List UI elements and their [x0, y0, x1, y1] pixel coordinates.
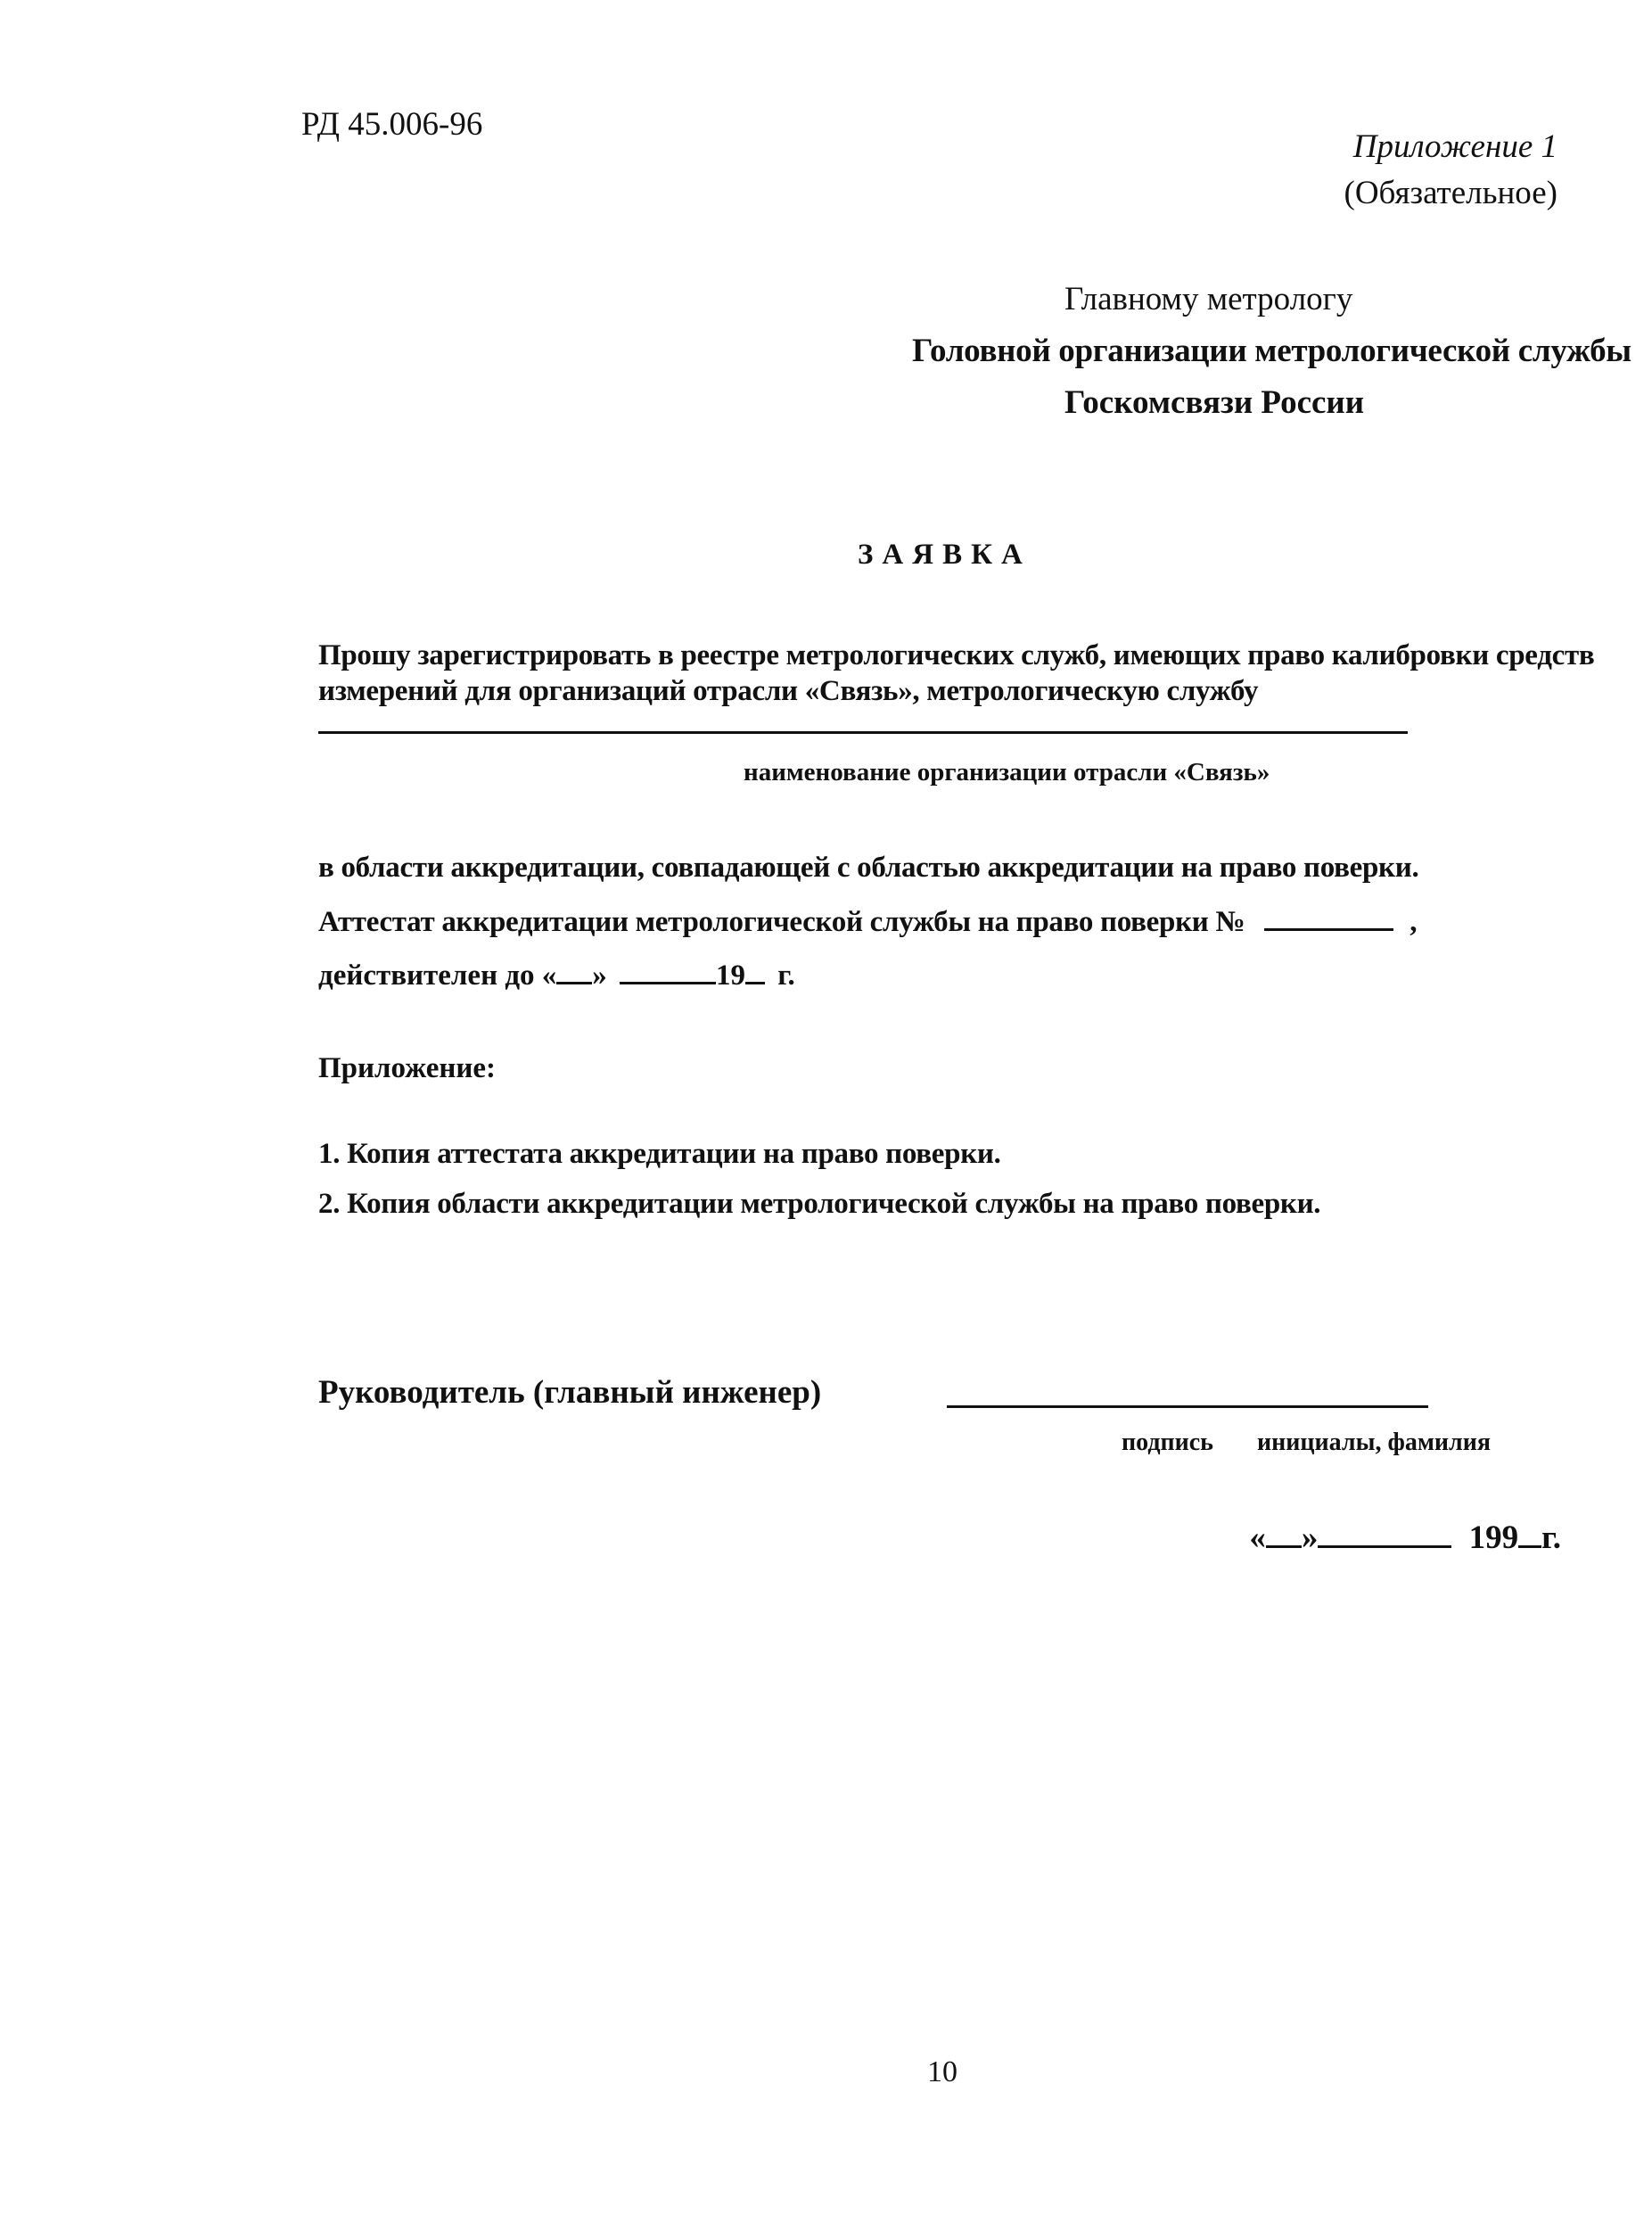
- date-year: 199: [1468, 1519, 1519, 1556]
- page-number: 10: [927, 2055, 958, 2088]
- request-text-line-2: измерений для организаций отрасли «Связь», метрологическую службу: [318, 675, 1259, 707]
- document-title: ЗАЯВКА: [858, 539, 1031, 571]
- date-quote-close: »: [1301, 1519, 1319, 1556]
- date-quote-open: «: [1249, 1519, 1266, 1556]
- document-code: РД 45.006-96: [301, 106, 483, 143]
- date-suffix: г.: [1541, 1519, 1561, 1556]
- addressee-line-1: Главному метрологу: [1064, 281, 1353, 317]
- certificate-number-blank: [1264, 905, 1393, 931]
- attachments-heading: Приложение:: [318, 1052, 497, 1084]
- addressee-line-3: Госкомсвязи России: [1064, 384, 1365, 421]
- validity-year: 19: [716, 959, 746, 992]
- signature-date-line: [1249, 1519, 1561, 1557]
- attachment-item-2: 2. Копия области аккредитации метрологической службы на право поверки.: [318, 1188, 1321, 1220]
- name-caption: инициалы, фамилия: [1257, 1429, 1492, 1456]
- validity-prefix: действителен до «: [318, 959, 557, 992]
- appendix-title: Приложение 1: [1352, 128, 1557, 165]
- accreditation-area-text: в области аккредитации, совпадающей с областью аккредитации на право поверки.: [318, 852, 1419, 884]
- organization-name-field-line: [318, 731, 1408, 734]
- appendix-status: (Обязательное): [1344, 175, 1557, 211]
- certificate-line: [318, 905, 1417, 939]
- addressee-line-2: Головной организации метрологической службы: [912, 333, 1631, 369]
- date-month-blank: [1318, 1522, 1451, 1548]
- date-day-blank: [1266, 1522, 1302, 1548]
- request-text-line-1: Прошу зарегистрировать в реестре метрологических служб, имеющих право калибровки средств: [318, 639, 1595, 671]
- certificate-text: Аттестат аккредитации метрологической службы на право поверки №: [318, 906, 1245, 938]
- validity-month-blank: [620, 959, 716, 984]
- head-signatory-label: Руководитель (главный инженер): [318, 1374, 822, 1411]
- certificate-comma: ,: [1410, 906, 1418, 938]
- signature-caption: подпись: [1122, 1429, 1213, 1456]
- validity-quote-close: »: [592, 959, 607, 992]
- validity-year-blank: [745, 959, 765, 984]
- validity-day-blank: [556, 959, 592, 984]
- date-year-blank: [1518, 1522, 1541, 1548]
- organization-name-caption: наименование организации отрасли «Связь»: [744, 758, 1270, 786]
- signature-field-line: [947, 1405, 1428, 1408]
- validity-suffix: г.: [777, 959, 795, 992]
- attachment-item-1: 1. Копия аттестата аккредитации на право поверки.: [318, 1138, 1001, 1170]
- validity-line: [318, 959, 795, 992]
